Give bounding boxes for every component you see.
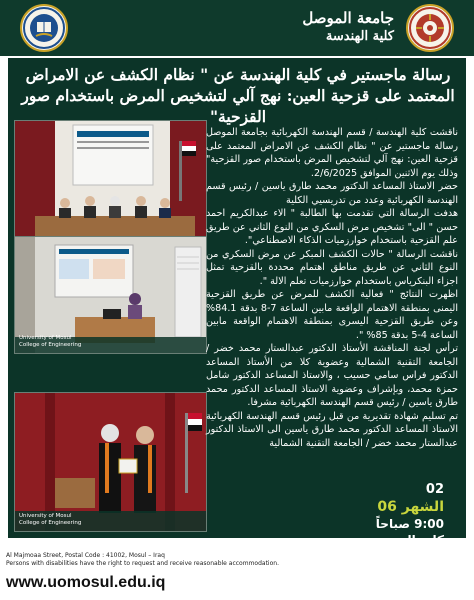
college-name: كلية الهندسة	[325, 29, 394, 44]
event-date-block	[344, 482, 444, 548]
article-paragraph: هدفت الرسالة التي تقدمت بها الطالبة " الاء عبدالكريم احمد حسن " الى" تشخيص مرض السكري من النوع الثاني عن طريق علم القزحية باستخدام خوارزميات الذكاء الاصطناعي".	[206, 208, 458, 246]
footer-website-link[interactable]: www.uomosul.edu.iq	[6, 574, 166, 591]
event-day: 02	[425, 482, 444, 497]
university-name: جامعة الموصل	[302, 9, 394, 27]
article-paragraph: ترأس لجنة المناقشة الأستاذ الدكتور عبدالستار محمد خضر / الجامعة التقنية الشمالية وعضوية كلا من الأستاذ المساعد الدكتور فراس سامي حسيب ، والاستاذ المساعد الدكتور شامل حمزة محمد، وبإشراف وعضوية الاستاذ المساعد الدكتور محمد طارق ياسين / رئيس قسم الهندسة الكهربائية مشرفا.	[206, 343, 458, 408]
photo-student-presenting	[14, 236, 207, 354]
university-of-mosul-seal-icon	[20, 4, 68, 52]
page-header	[0, 0, 474, 56]
event-time: 9:00 صباحاً	[375, 517, 444, 531]
photo-caption: University of Mosul College of Engineering	[19, 335, 82, 348]
article-body	[206, 126, 458, 450]
photo-certificate-handover	[14, 392, 207, 532]
article-panel	[8, 58, 466, 547]
article-title: رسالة ماجستير في كلية الهندسة عن " نظام الكشف عن الامراض المعتمد على قزحية العين: نهج آلي لتشخيص المرض باستخدام صور القزحية"	[21, 65, 455, 126]
article-paragraph: حضر الاستاذ المساعد الدكتور محمد طارق ياسين / رئيس قسم الهندسة الكهربائية وعدد من تدريسيي الكلية	[206, 181, 458, 206]
college-of-engineering-seal-icon	[406, 4, 454, 52]
event-month: الشهر 06	[377, 499, 444, 515]
event-venue: كلية الهندسة	[368, 533, 444, 547]
footer-accessibility-note: Persons with disabilities have the right to request and receive reasonable accommodation.	[6, 560, 279, 567]
article-paragraph: ناقشت الرسالة " حالات الكشف المبكر عن مرض السكري من النوع الثاني عن طريق مناطق اهتمام محددة بالقزحية تمثل اجزاء البنكرياس باستخدام خوارزميات تعلم الالة ".	[206, 248, 458, 287]
photo-caption: University of Mosul College of Engineering	[19, 513, 82, 526]
article-paragraph: ناقشت كلية الهندسة / قسم الهندسة الكهربائية بجامعة الموصل رسالة ماجستير عن " نظام الكشف عن الامراض المعتمد على قزحية العين: نهج آلي لتشخيص المرض باستخدام صور القزحية" وذلك يوم الاثنين الموافق 2/6/2025.	[206, 127, 458, 179]
article-paragraph: تم تسليم شهادة تقديرية من قبل رئيس قسم الهندسة الكهربائية الاستاذ المساعد الدكتور محمد طارق ياسين الى الاستاذ الدكتور عبدالستار محمد خضر / الجامعة التقنية الشمالية	[206, 410, 458, 449]
article-paragraph: اظهرت النتائج " فعالية الكشف للمرض عن طريق القزحية اليمنى بمنطقة الاهتمام الواقعة مابين الساعة 7-8 بدقة 84.1% وعن طريق القزحية اليسرى بمنطقة الاهتمام الواقعة مابين الساعة 4-5 بدقة 85% ".	[206, 289, 458, 341]
footer-address: Al Majmoaa Street, Postal Code : 41002, Mosul – Iraq	[6, 552, 165, 559]
